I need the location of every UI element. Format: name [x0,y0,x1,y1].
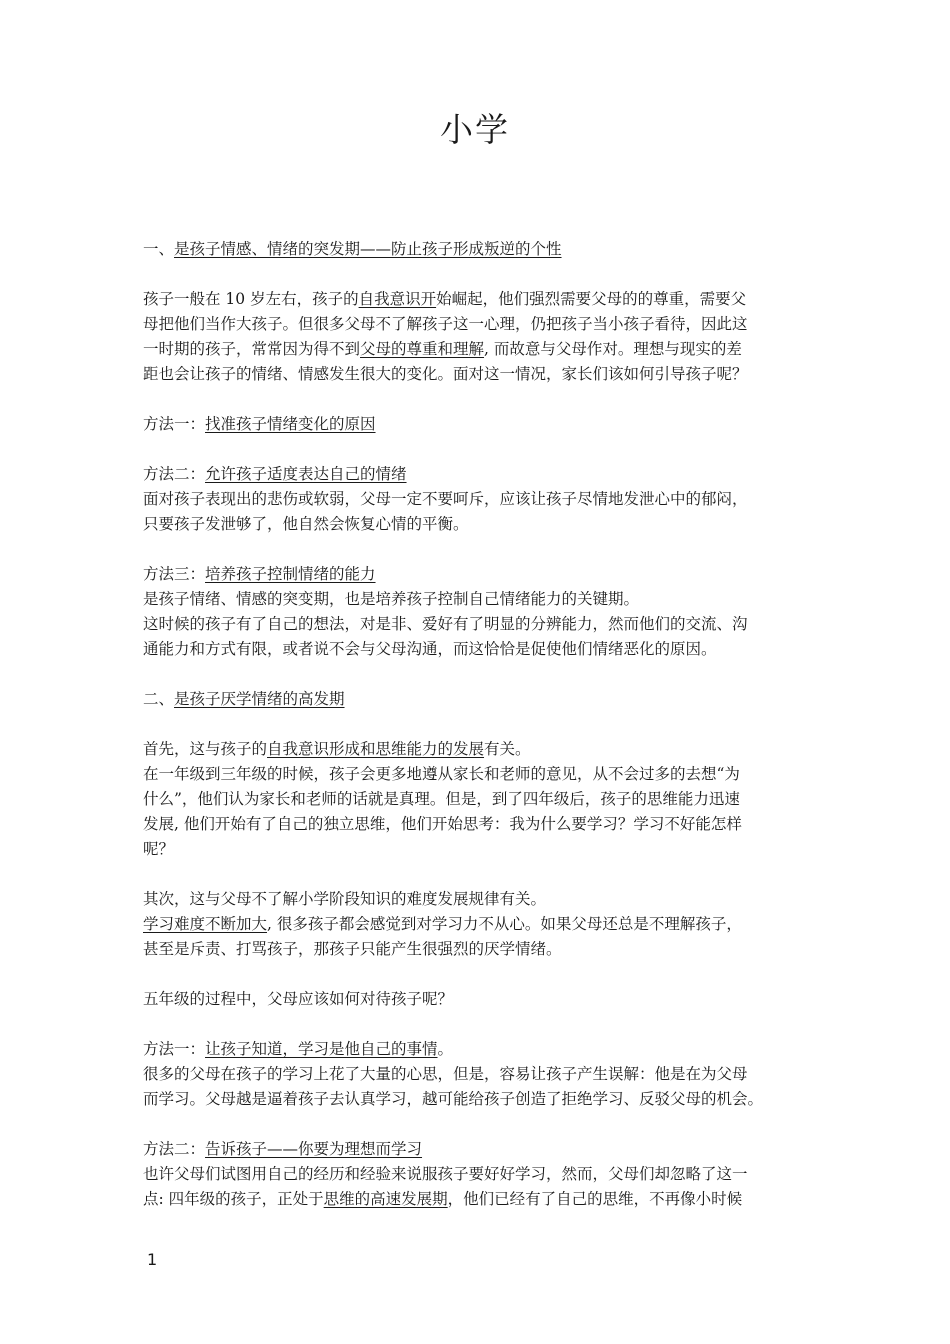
section-2-method-1: 方法一：让孩子知道，学习是他自己的事情。 很多的父母在孩子的学习上花了大量的心思，但是，容易让孩子产生误解：他是在为父母 而学习。父母越是逼着孩子去认真学习，越可能给孩子创造了拒绝学习、反驳父母的机会。 [143,1040,764,1108]
section-2-heading: 二、是孩子厌学情绪的高发期 [143,690,345,708]
section-1-method-2: 方法二：允许孩子适度表达自己的情绪 面对孩子表现出的悲伤或软弱，父母一定不要呵斥，应该让孩子尽情地发泄心中的郁闷， 只要孩子发泄够了，他自然会恢复心情的平衡。 [143,465,748,533]
section-1-heading: 一、是孩子情感、情绪的突发期——防止孩子形成叛逆的个性 [143,240,562,258]
page-title: 小学 [440,110,510,149]
section-2-second-paragraph: 其次，这与父母不了解小学阶段知识的难度发展规律有关。 学习难度不断加大, 很多孩子都会感觉到对学习力不从心。如果父母还总是不理解孩子， 甚至是斥责、打骂孩子，那孩子只能产生很强烈的厌学情绪。 [143,890,742,958]
section-2-question: 五年级的过程中，父母应该如何对待孩子呢？ [143,990,454,1008]
section-1-paragraph: 孩子一般在 10 岁左右，孩子的自我意识开始崛起，他们强烈需要父母的的尊重，需要父 母把他们当作大孩子。但很多父母不了解孩子这一心理，仍把孩子当小孩子看待，因此这 一时期的孩子，常常因为得不到父母的尊重和理解, 而故意与父母作对。理想与现实的差 距也会让孩子的情绪、情感发生很大的变化。面对这一情况，家长们该如何引导孩子呢？ [143,290,748,383]
document-body [143,237,823,1212]
page-number: 1 [147,1250,158,1269]
section-1-method-1: 方法一：找准孩子情绪变化的原因 [143,415,376,433]
section-2-method-2: 方法二：告诉孩子——你要为理想而学习 也许父母们试图用自己的经历和经验来说服孩子要好好学习，然而，父母们却忽略了这一 点: 四年级的孩子，正处于思维的高速发展期，他们已经有了自己的思维，不再像小时候 [143,1140,748,1208]
section-2-first-paragraph: 首先，这与孩子的自我意识形成和思维能力的发展有关。 在一年级到三年级的时候，孩子会更多地遵从家长和老师的意见，从不会过多的去想“为 什么”，他们认为家长和老师的话就是真理。但是，到了四年级后，孩子的思维能力迅速 发展, 他们开始有了自己的独立思维，他们开始思考：我为什么要学习？学习不好能怎样 呢？ [143,740,742,858]
section-1-method-3: 方法三：培养孩子控制情绪的能力 是孩子情绪、情感的突变期，也是培养孩子控制自己情绪能力的关键期。 这时候的孩子有了自己的想法，对是非、爱好有了明显的分辨能力，然而他们的交流、沟 通能力和方式有限，或者说不会与父母沟通，而这恰恰是促使他们情绪恶化的原因。 [143,565,748,658]
